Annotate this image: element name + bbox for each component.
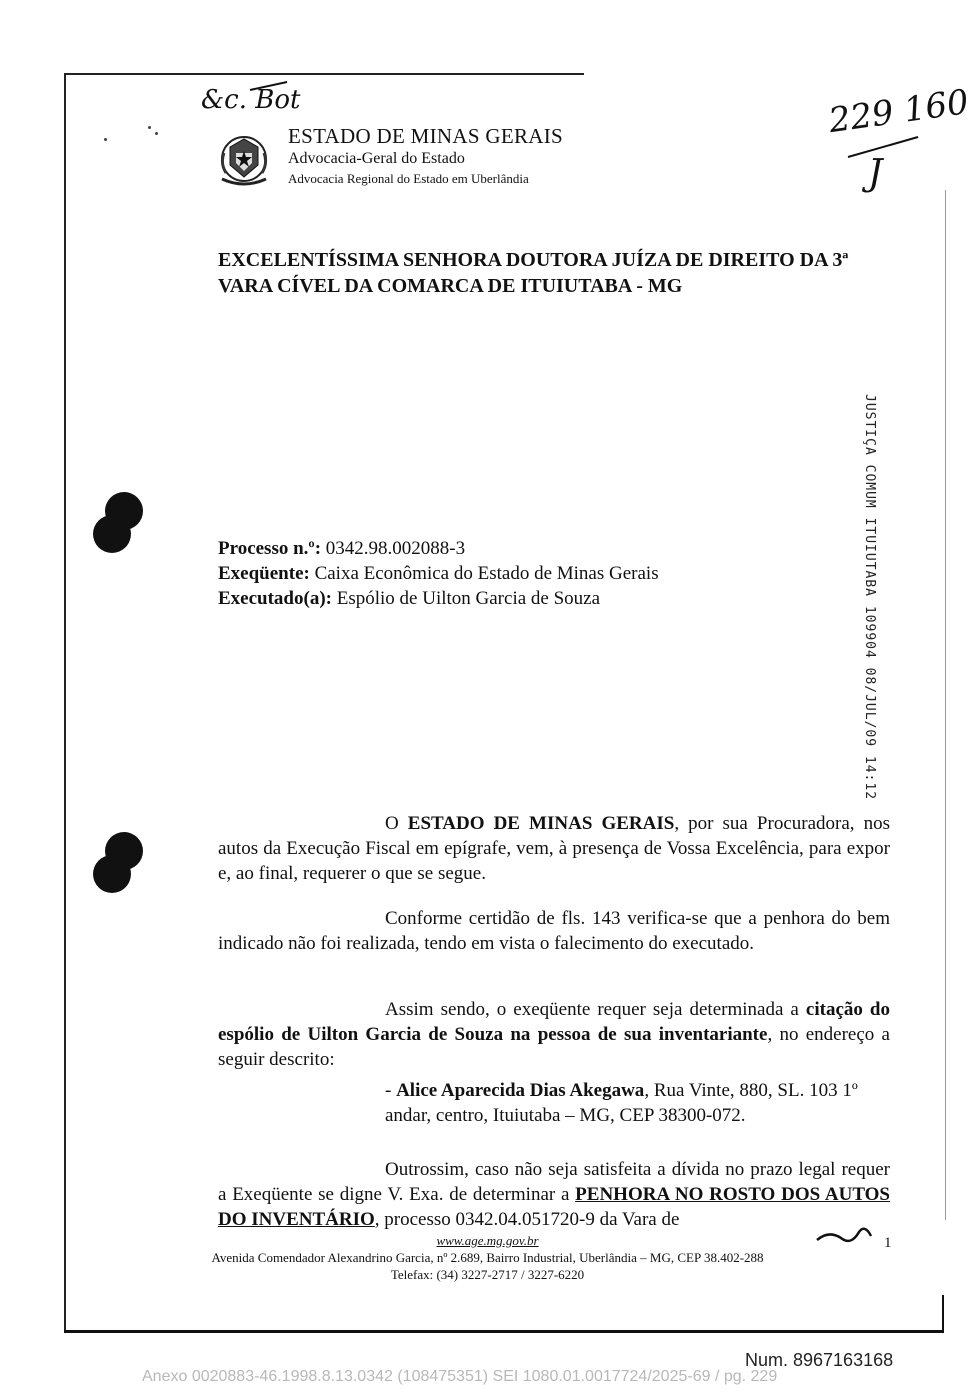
paragraph-penhora	[218, 1157, 890, 1232]
text: , Rua Vinte, 880, SL. 103 1º andar, centro, Ituiutaba – MG, CEP 38300-072.	[385, 1080, 858, 1126]
page-frame-left	[64, 73, 66, 1331]
text-bold: citação do espólio de Uilton Garcia de Souza na pessoa de sua inventariante	[218, 999, 890, 1045]
page-frame-right	[942, 1295, 944, 1333]
text: O	[385, 813, 408, 834]
svg-text:J: J	[868, 153, 883, 194]
page-frame-bottom	[64, 1330, 944, 1333]
document-number: Num. 8967163168	[745, 1350, 894, 1370]
paragraph-request-citation	[218, 997, 890, 1072]
addressee-line: VARA CÍVEL DA COMARCA DE ITUIUTABA - MG	[218, 275, 683, 297]
handwritten-folio-number	[826, 82, 972, 195]
text: Assim sendo, o exeqüente requer seja determinada a	[385, 999, 806, 1020]
addressee	[218, 247, 908, 299]
text: , por sua Procuradora, nos autos da Execução Fiscal em epígrafe, vem, à presença de Vossa Excelência, para expor e, ao final, requerer o que se segue.	[218, 813, 890, 884]
page-number: 1	[884, 1235, 892, 1251]
defendant-row	[218, 586, 659, 611]
case-number-row	[218, 536, 659, 561]
defendant-label: Executado(a):	[218, 588, 332, 609]
plaintiff-value: Caixa Econômica do Estado de Minas Gerais	[309, 563, 659, 584]
svg-text:229 160: 229 160	[826, 82, 972, 142]
scan-speck	[148, 126, 151, 129]
paragraph-certidao: Conforme certidão de fls. 143 verifica-se que a penhora do bem indicado não foi realizada, tendo em vista o falecimento do executado.	[218, 908, 890, 954]
footer-address: Avenida Comendador Alexandrino Garcia, nº 2.689, Bairro Industrial, Uberlândia – MG, CEP 38.402-288	[211, 1250, 764, 1265]
svg-text:&c. Bot: &c. Bot	[201, 85, 301, 115]
text: Outrossim, caso não seja satisfeita a dívida no prazo legal requer a Exeqüente se digne V. Exa. de determinar a	[218, 1159, 890, 1205]
text-bold: ESTADO DE MINAS GERAIS	[407, 813, 675, 834]
scan-edge-line	[945, 190, 946, 1220]
annex-watermark: Anexo 0020883-46.1998.8.13.0342 (108475351) SEI 1080.01.0017724/2025-69 / pg. 229	[142, 1368, 778, 1385]
scan-speck	[104, 138, 107, 141]
case-number-label: Processo n.º:	[218, 538, 322, 559]
paragraph-address	[385, 1078, 890, 1128]
addressee-line: EXCELENTÍSSIMA SENHORA DOUTORA JUÍZA DE DIREITO DA 3ª	[218, 249, 849, 271]
header-subtitle: Advocacia-Geral do Estado	[288, 150, 465, 167]
scan-speck	[155, 132, 158, 135]
paragraph-intro	[218, 811, 890, 886]
plaintiff-row	[218, 561, 659, 586]
footer-website-link[interactable]: www.age.mg.gov.br	[436, 1233, 539, 1248]
protocol-stamp: JUSTIÇA COMUM ITUIUTABA 109904 08/JUL/09 14:12	[862, 394, 877, 801]
coat-of-arms-icon	[216, 133, 272, 191]
header-subtitle-regional: Advocacia Regional do Estado em Uberlândia	[288, 171, 529, 186]
text: -	[385, 1080, 397, 1101]
plaintiff-label: Exeqüente:	[218, 563, 310, 584]
case-number-value: 0342.98.002088-3	[321, 538, 466, 559]
text: , no endereço a seguir descrito:	[218, 1024, 890, 1070]
page-frame-top	[64, 73, 584, 75]
defendant-value: Espólio de Uilton Garcia de Souza	[331, 588, 601, 609]
text-bold: Alice Aparecida Dias Akegawa	[396, 1080, 645, 1101]
text: , processo 0342.04.051720-9 da Vara de	[374, 1209, 680, 1230]
text-bold-underlined: PENHORA NO ROSTO DOS AUTOS DO INVENTÁRIO	[218, 1184, 890, 1230]
case-info	[218, 536, 659, 611]
handwritten-annotation-left	[195, 78, 305, 118]
header-title: ESTADO DE MINAS GERAIS	[288, 124, 564, 148]
footer-phone: Telefax: (34) 3227-2717 / 3227-6220	[390, 1267, 585, 1282]
hole-punch	[93, 855, 131, 893]
hole-punch	[93, 515, 131, 553]
